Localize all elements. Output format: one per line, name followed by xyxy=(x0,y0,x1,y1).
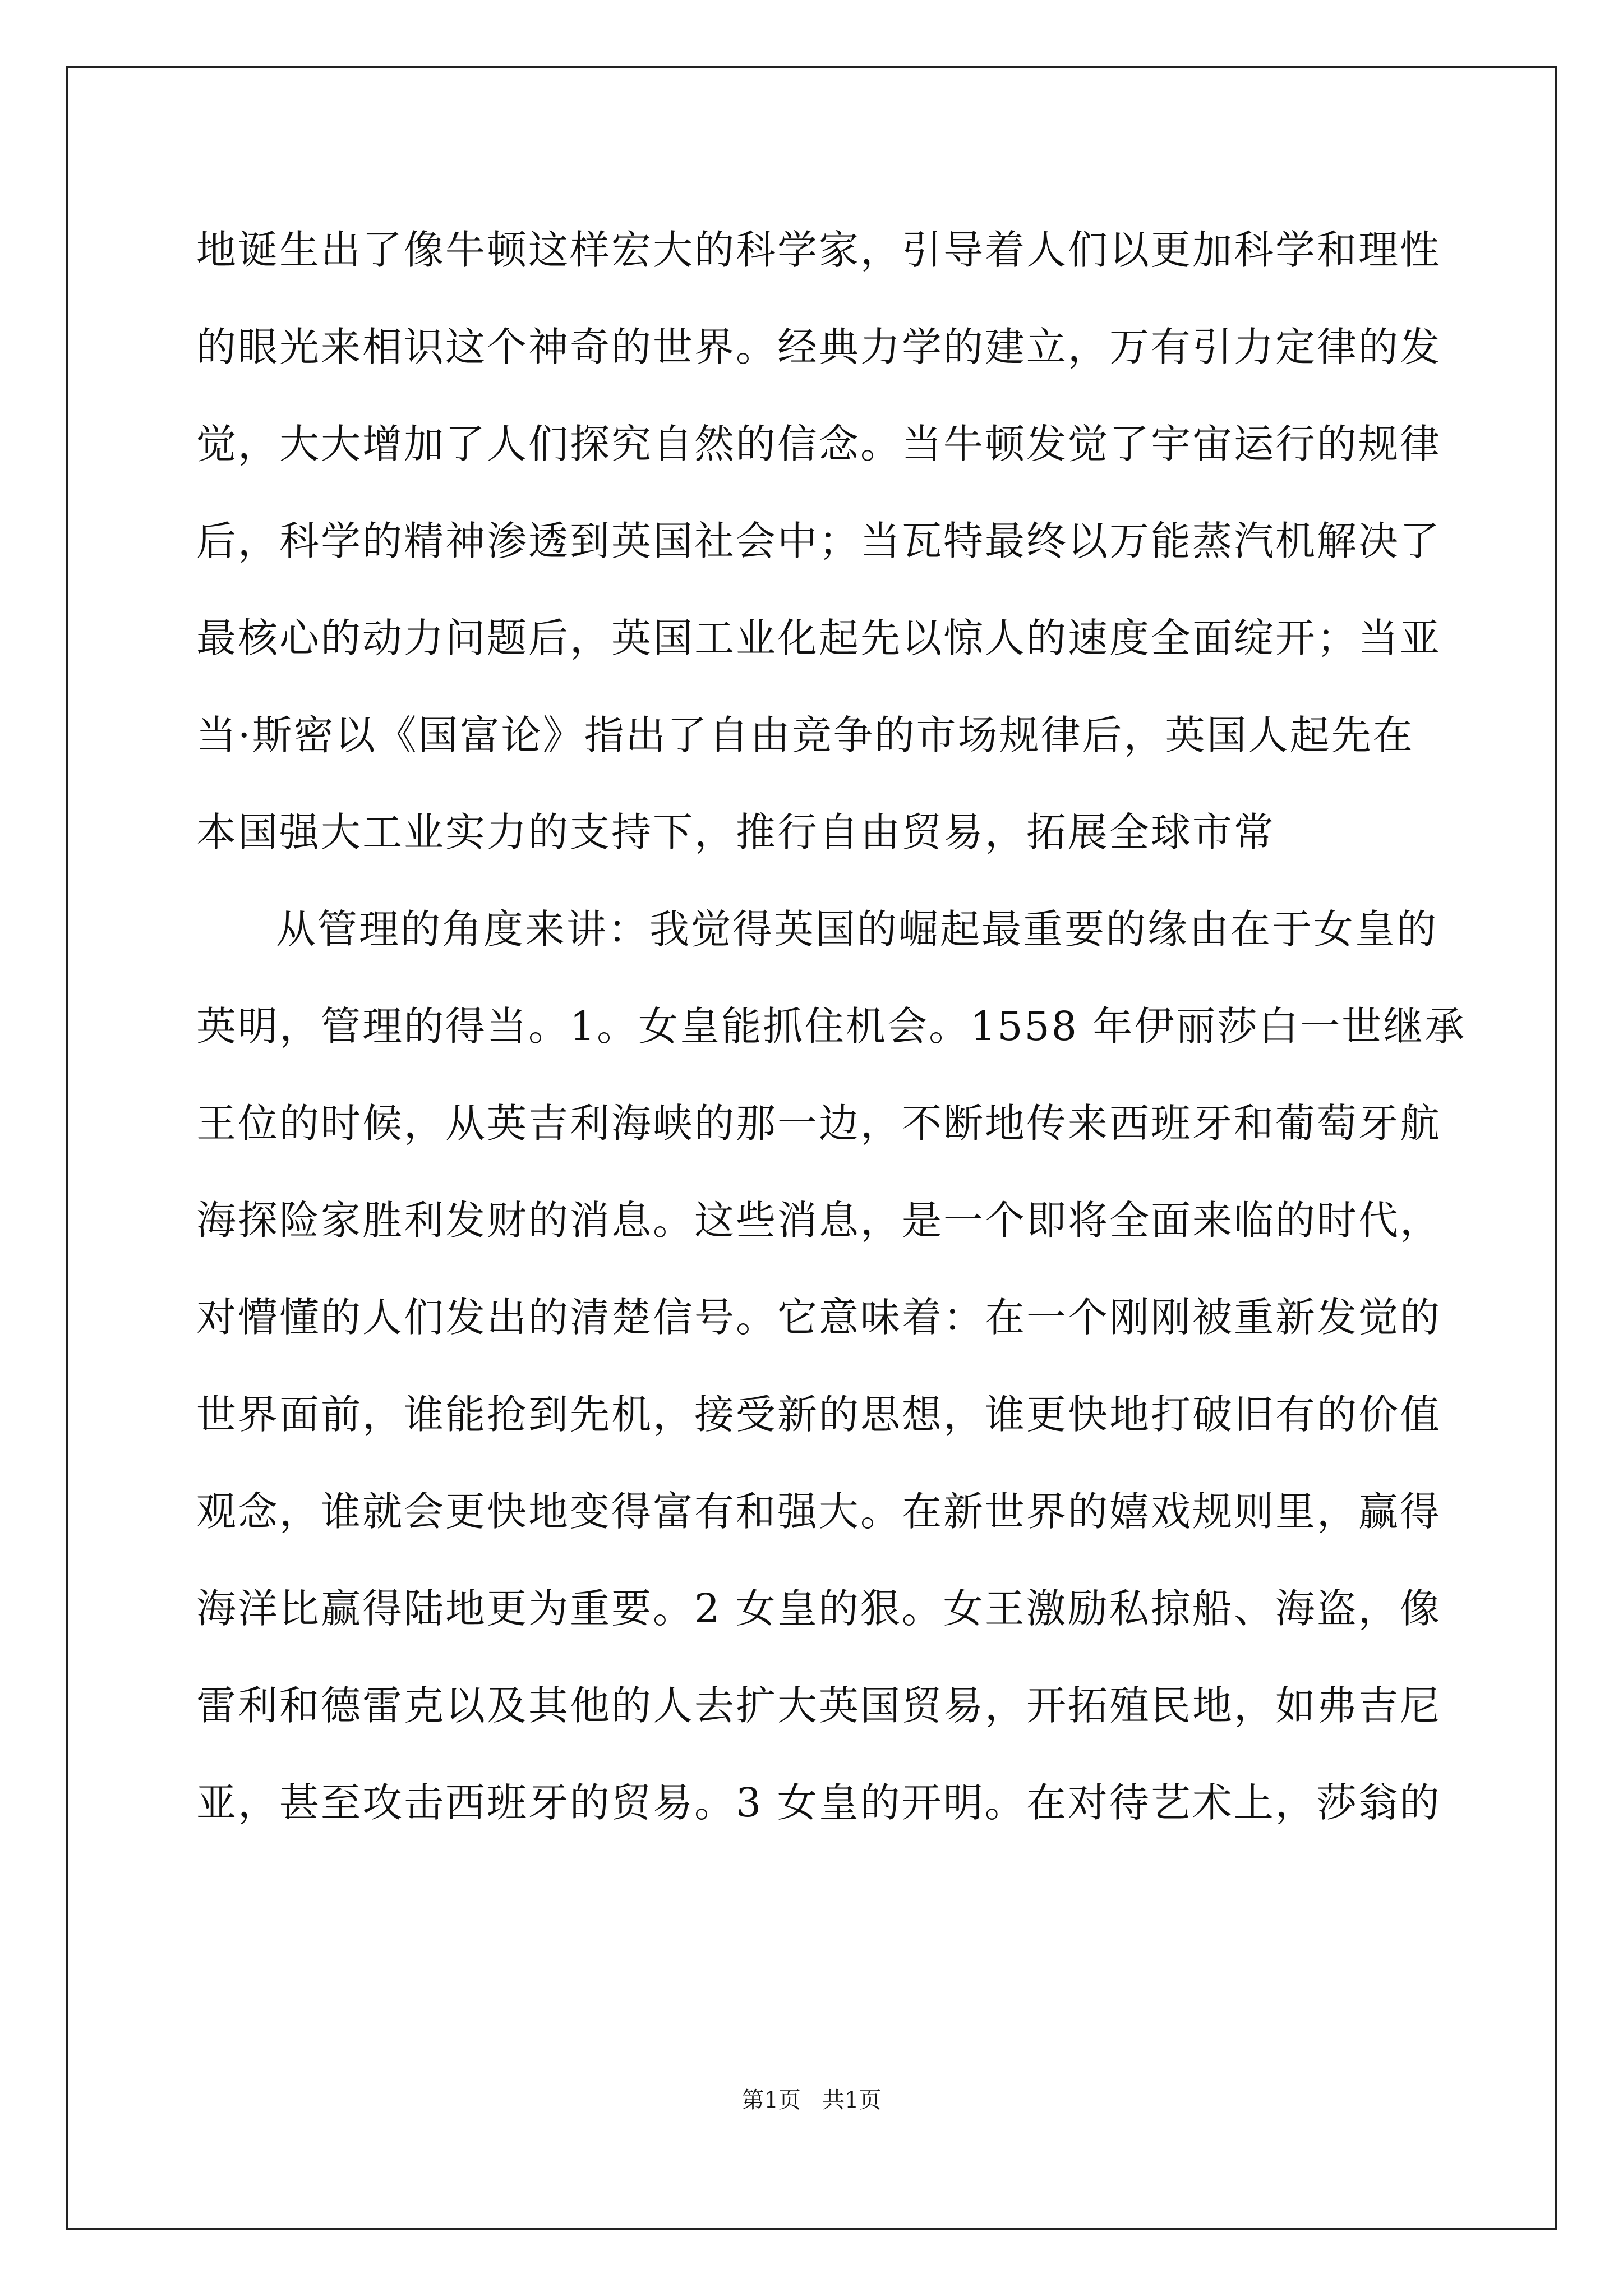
paragraph-1 xyxy=(196,217,1442,896)
text-line: 最核心的动力问题后，英国工业化起先以惊人的速度全面绽开；当亚 xyxy=(196,615,1442,661)
text-line: 海洋比赢得陆地更为重要。2 女皇的狠。女王激励私掠船、海盗，像 xyxy=(196,1585,1441,1632)
text-line: 当·斯密以《国富论》指出了自由竞争的市场规律后，英国人起先在 xyxy=(196,712,1414,758)
text-line: 对懵懂的人们发出的清楚信号。它意味着：在一个刚刚被重新发觉的 xyxy=(196,1294,1442,1341)
text-line: 本国强大工业实力的支持下，推行自由贸易，拓展全球市常 xyxy=(196,809,1276,855)
document-body xyxy=(196,217,1467,1866)
text-line: 的眼光来相识这个神奇的世界。经典力学的建立，万有引力定律的发 xyxy=(196,324,1442,370)
text-line: 后，科学的精神渗透到英国社会中；当瓦特最终以万能蒸汽机解决了 xyxy=(196,518,1442,564)
text-line: 英明，管理的得当。1。女皇能抓住机会。1558 年伊丽莎白一世继承 xyxy=(196,1003,1467,1050)
text-line: 观念，谁就会更快地变得富有和强大。在新世界的嬉戏规则里，赢得 xyxy=(196,1488,1442,1535)
text-line: 觉，大大增加了人们探究自然的信念。当牛顿发觉了宇宙运行的规律 xyxy=(196,421,1442,467)
text-line: 雷利和德雷克以及其他的人去扩大英国贸易，开拓殖民地，如弗吉尼 xyxy=(196,1682,1442,1729)
text-line: 亚，甚至攻击西班牙的贸易。3 女皇的开明。在对待艺术上，莎翁的 xyxy=(196,1779,1441,1826)
paragraph-2 xyxy=(196,896,1467,1866)
text-line: 从管理的角度来讲：我觉得英国的崛起最重要的缘由在于女皇的 xyxy=(276,906,1438,953)
text-line: 地诞生出了像牛顿这样宏大的科学家，引导着人们以更加科学和理性 xyxy=(196,227,1442,273)
text-line: 海探险家胜利发财的消息。这些消息，是一个即将全面来临的时代， xyxy=(196,1197,1442,1244)
page-number-footer: 第1页 共1页 xyxy=(741,2087,882,2113)
text-line: 王位的时候，从英吉利海峡的那一边，不断地传来西班牙和葡萄牙航 xyxy=(196,1100,1442,1147)
text-line: 世界面前，谁能抢到先机，接受新的思想，谁更快地打破旧有的价值 xyxy=(196,1391,1442,1438)
